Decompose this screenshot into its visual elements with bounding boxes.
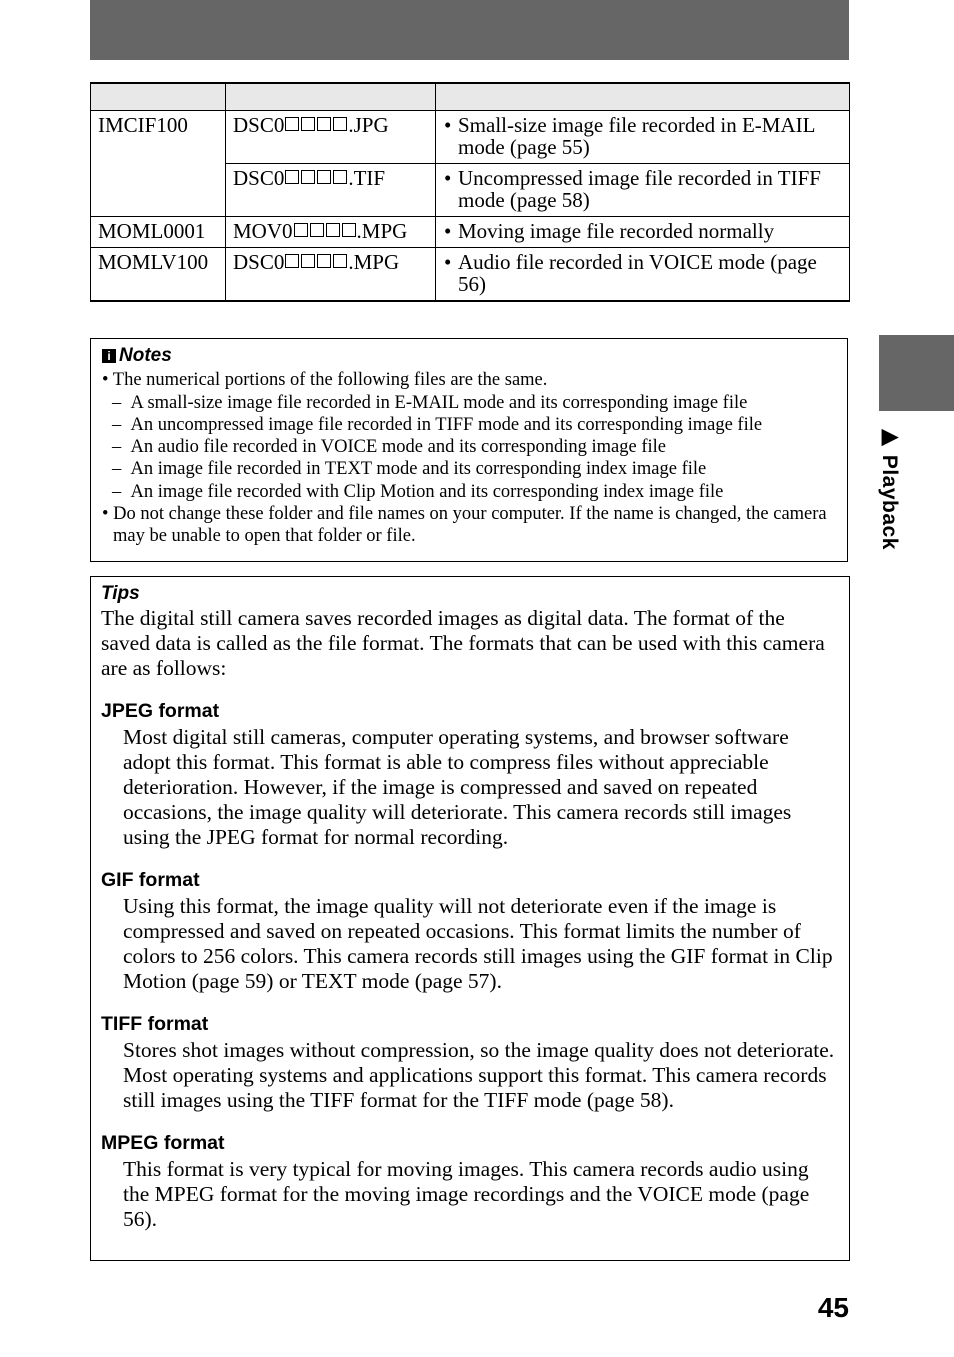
note-item: • The numerical portions of the following files are the same. xyxy=(102,370,548,391)
format-description: This format is very typical for moving images. This camera records audio using the MPEG format for the moving image recordings and the VOICE mode (page 56). xyxy=(123,1157,810,1231)
note-sub-text: A small-size image file recorded in E-MAIL mode and its corresponding image file xyxy=(130,392,748,413)
digit-placeholder-icon xyxy=(285,117,299,131)
folder-cell: MOMLV100 xyxy=(91,248,226,302)
description-text: Audio file recorded in VOICE mode (page 56) xyxy=(458,250,817,296)
format-heading: GIF format xyxy=(101,869,200,891)
digit-placeholder-icon xyxy=(317,254,331,268)
note-sub-text: An audio file recorded in VOICE mode and its corresponding image file xyxy=(130,437,666,458)
file-name-cell xyxy=(226,248,436,302)
digit-placeholder-icon xyxy=(317,170,331,184)
file-ext: .MPG xyxy=(356,219,408,243)
note-sub-text: An image file recorded in TEXT mode and its corresponding index image file xyxy=(130,459,707,480)
note-text: The numerical portions of the following files are the same. xyxy=(112,370,548,391)
header-bar xyxy=(90,0,849,60)
description-text: Uncompressed image file recorded in TIFF mode (page 58) xyxy=(458,166,821,212)
file-prefix: DSC0 xyxy=(233,250,285,274)
file-name-cell xyxy=(226,111,436,164)
digit-placeholder-icon xyxy=(317,117,331,131)
note-sub-text: An uncompressed image file recorded in TIFF mode and its corresponding image file xyxy=(130,414,763,435)
note-icon: i xyxy=(102,349,116,363)
note-sub-item: – An image file recorded with Clip Motion and its corresponding index image file xyxy=(112,481,724,502)
folder-cell: IMCIF100 xyxy=(91,111,226,217)
description-text: Moving image file recorded normally xyxy=(458,219,775,243)
digit-placeholder-icon xyxy=(310,223,324,237)
notes-box xyxy=(90,338,848,562)
table-row xyxy=(91,111,850,164)
digit-placeholder-icon xyxy=(285,170,299,184)
description-cell xyxy=(436,248,850,302)
format-heading: TIFF format xyxy=(101,1013,209,1035)
bullet: • xyxy=(444,113,452,137)
description-cell xyxy=(436,217,850,248)
folder-cell: MOML0001 xyxy=(91,217,226,248)
format-description: Stores shot images without compression, so the image quality does not deteriorate. Most operating systems and applications support this format. This camera records still images using the TIFF format for the TIFF mode (page 58). xyxy=(123,1038,835,1112)
table-header-row xyxy=(91,83,850,111)
digit-placeholder-icon xyxy=(301,117,315,131)
digit-placeholder-icon xyxy=(301,254,315,268)
section-label: ▶ Playback xyxy=(878,424,901,550)
tips-title: Tips xyxy=(101,583,140,604)
digit-placeholder-icon xyxy=(294,223,308,237)
notes-title-text: Notes xyxy=(119,345,172,366)
section-tab xyxy=(879,335,954,411)
tips-intro: The digital still camera saves recorded images as digital data. The format of the saved data is called as the file format. The formats that can be used with this camera are as follows: xyxy=(101,606,825,680)
note-sub-item: – An uncompressed image file recorded in TIFF mode and its corresponding image file xyxy=(112,414,763,435)
table-row xyxy=(91,248,850,302)
note-sub-item: – A small-size image file recorded in E-MAIL mode and its corresponding image file xyxy=(112,392,748,413)
note-sub-item: – An audio file recorded in VOICE mode and its corresponding image file xyxy=(112,437,666,458)
format-description: Most digital still cameras, computer operating systems, and browser software adopt this format. This format is able to compress files without appreciable deterioration. However, if the image is compressed and saved on repeated occasions, the image quality will deteriorate. This camera records still images using the JPEG format for normal recording. xyxy=(123,725,792,849)
digit-placeholder-icon xyxy=(333,117,347,131)
format-description: Using this format, the image quality will not deteriorate even if the image is compressed and saved on repeated occasions. This format limits the number of colors to 256 colors. This camera records still images using the GIF format in Clip Motion (page 59) or TEXT mode (page 57). xyxy=(123,894,833,993)
file-prefix: DSC0 xyxy=(233,166,285,190)
digit-placeholder-icon xyxy=(301,170,315,184)
note-item: • Do not change these folder and file names on your computer. If the name is changed, the camera may be unable to open that folder or file. xyxy=(102,504,827,547)
page-number: 45 xyxy=(817,1292,849,1323)
digit-placeholder-icon xyxy=(342,223,356,237)
bullet: • xyxy=(444,250,452,274)
digit-placeholder-icon xyxy=(285,254,299,268)
table-header-cell xyxy=(91,83,226,111)
table-row xyxy=(91,217,850,248)
digit-placeholder-icon xyxy=(333,170,347,184)
digit-placeholder-icon xyxy=(333,254,347,268)
digit-placeholder-icon xyxy=(326,223,340,237)
note-sub-item: – An image file recorded in TEXT mode and its corresponding index image file xyxy=(112,459,707,480)
file-ext: .MPG xyxy=(348,250,400,274)
file-ext: .JPG xyxy=(348,113,389,137)
description-text: Small-size image file recorded in E-MAIL mode (page 55) xyxy=(458,113,815,159)
bullet: • xyxy=(444,166,452,190)
table-header-cell xyxy=(436,83,850,111)
description-cell xyxy=(436,164,850,217)
format-heading: MPEG format xyxy=(101,1132,225,1154)
tips-box xyxy=(90,576,850,1261)
description-cell xyxy=(436,111,850,164)
format-heading: JPEG format xyxy=(101,700,220,722)
file-name-cell xyxy=(226,164,436,217)
notes-title xyxy=(102,345,837,367)
file-prefix: DSC0 xyxy=(233,113,285,137)
note-text: Do not change these folder and file names on your computer. If the name is changed, the camera may be unable to open that folder or file. xyxy=(113,504,827,547)
file-table xyxy=(90,82,850,302)
file-ext: .TIF xyxy=(348,166,386,190)
note-sub-text: An image file recorded with Clip Motion and its corresponding index image file xyxy=(130,481,724,502)
table-header-cell xyxy=(226,83,436,111)
file-name-cell xyxy=(226,217,436,248)
bullet: • xyxy=(444,219,452,243)
file-prefix: MOV0 xyxy=(233,219,293,243)
